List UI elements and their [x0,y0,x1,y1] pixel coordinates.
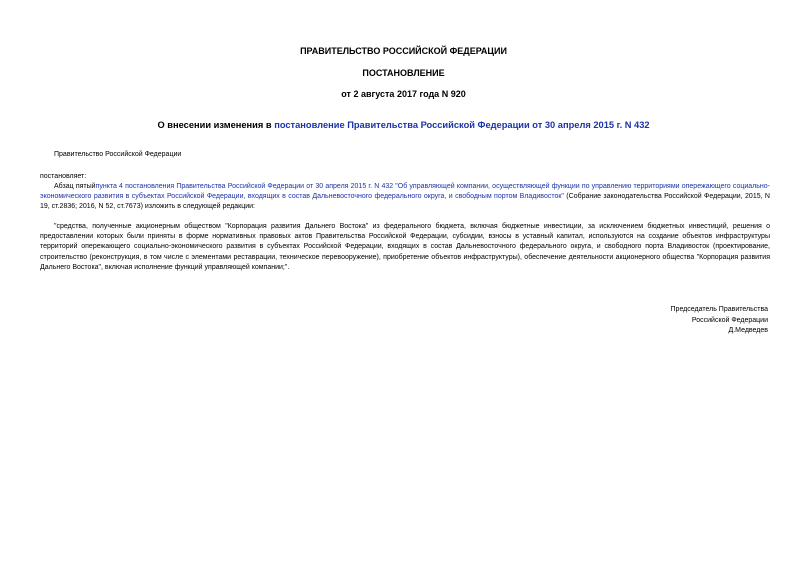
signature-title-line1: Председатель Правительства [670,306,768,313]
subject-link[interactable]: постановление Правительства Российской Федерации от 30 апреля 2015 г. N 432 [274,120,650,130]
abzac-prefix: Абзац пятый [54,183,96,190]
amendment-paragraph [40,182,770,213]
document-date-number: от 2 августа 2017 года N 920 [341,89,466,99]
signature-name: Д.Медведев [728,327,768,335]
abzac-link[interactable]: пункта 4 постановления Правительства Российской Федерации от 30 апреля 2015 г. N 432 "Об управляющей компании, осуществляющей функции по управлению территориями опережающего социально-экономического развития в субъектах Российской Федерации, входящих в состав Дальневосточного федерального округа, и свободным портом Владивосток" [40,183,770,201]
abzac-suffix: (Собрание законодательства Российской Федерации, 2015, N 19, ст.2836; 2016, N 52, ст.7673) изложить в следующей редакции: [40,193,770,211]
amendment-text-paragraph: "средства, полученные акционерным обществом "Корпорация развития Дальнего Востока" из федерального бюджета, включая бюджетные инвестиции, за исключением бюджетных инвестиций, решения о предоставлении которых были приняты в форме нормативных правовых актов Правительства Российской Федерации, субсидии, взносы в уставный капитал, используются на создание объектов инфраструктуры территорий опережающего социально-экономического развития в субъектах Российской Федерации, входящих в состав Дальневосточного федерального округа, и свободного порта Владивосток (проектирование, строительство (реконструкция, в том числе с элементами реставрации, техническое перевооружение), приобретение объектов инфраструктуры), обеспечение деятельности акционерного общества "Корпорация развития Дальнего Востока", включая исполнение функций управляющей компании;". [40,223,770,271]
government-line: Правительство Российской Федерации [54,151,182,158]
document-type-heading: ПОСТАНОВЛЕНИЕ [362,68,445,78]
signature-block [671,305,768,337]
subject-prefix: О внесении изменения в [157,120,275,130]
document-subject [0,120,807,130]
signature-title-line2: Российской Федерации [691,316,768,324]
resolves-line: постановляет: [40,173,87,180]
document-government-heading: ПРАВИТЕЛЬСТВО РОССИЙСКОЙ ФЕДЕРАЦИИ [300,46,507,56]
